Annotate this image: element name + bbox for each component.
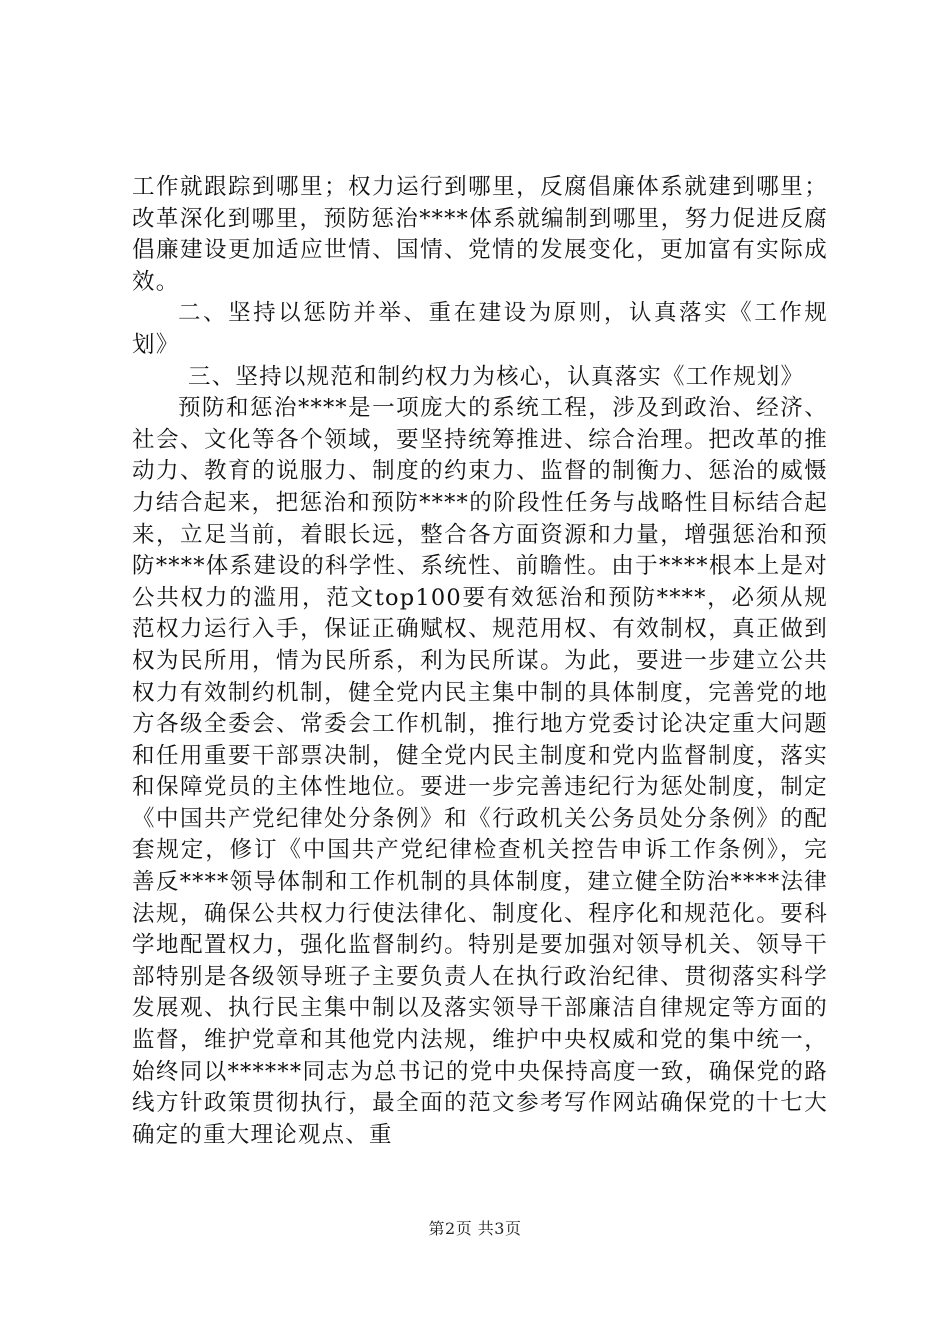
- document-body: [132, 172, 828, 1151]
- paragraph-continuation: 工作就跟踪到哪里；权力运行到哪里，反腐倡廉体系就建到哪里；改革深化到哪里，预防惩治****体系就编制到哪里，努力促进反腐倡廉建设更加适应世情、国情、党情的发展变化，更加富有实际成效。: [132, 174, 828, 295]
- paragraph-main: 预防和惩治****是一项庞大的系统工程，涉及到政治、经济、社会、文化等各个领域，要坚持统筹推进、综合治理。把改革的推动力、教育的说服力、制度的约束力、监督的制衡力、惩治的威慑力结合起来，把惩治和预防****的阶段性任务与战略性目标结合起来，立足当前，着眼长远，整合各方面资源和力量，增强惩治和预防****体系建设的科学性、系统性、前瞻性。由于****根本上是对公共权力的滥用，范文top100要有效惩治和预防****，必须从规范权力运行入手，保证正确赋权、规范用权、有效制权，真正做到权为民所用，情为民所系，利为民所谋。为此，要进一步建立公共权力有效制约机制，健全党内民主集中制的具体制度，完善党的地方各级全委会、常委会工作机制，推行地方党委讨论决定重大问题和任用重要干部票决制，健全党内民主制度和党内监督制度，落实和保障党员的主体性地位。要进一步完善违纪行为惩处制度，制定《中国共产党纪律处分条例》和《行政机关公务员处分条例》的配套规定，修订《中国共产党纪律检查机关控告申诉工作条例》，完善反****领导体制和工作机制的具体制度，建立健全防治****法律法规，确保公共权力行使法律化、制度化、程序化和规范化。要科学地配置权力，强化监督制约。特别是要加强对领导机关、领导干部特别是各级领导班子主要负责人在执行政治纪律、贯彻落实科学发展观、执行民主集中制以及落实领导干部廉洁自律规定等方面的监督，维护党章和其他党内法规，维护中央权威和党的集中统一，始终同以******同志为总书记的党中央保持高度一致，确保党的路线方针政策贯彻执行，最全面的范文参考写作网站确保党的十七大确定的重大理论观点、重: [132, 395, 828, 1148]
- section-heading-two: 二、坚持以惩防并举、重在建设为原则，认真落实《工作规划》: [132, 300, 828, 358]
- section-heading-three: 三、坚持以规范和制约权力为核心，认真落实《工作规划》: [188, 363, 805, 390]
- page-number-footer: 第2页 共3页: [428, 1219, 522, 1238]
